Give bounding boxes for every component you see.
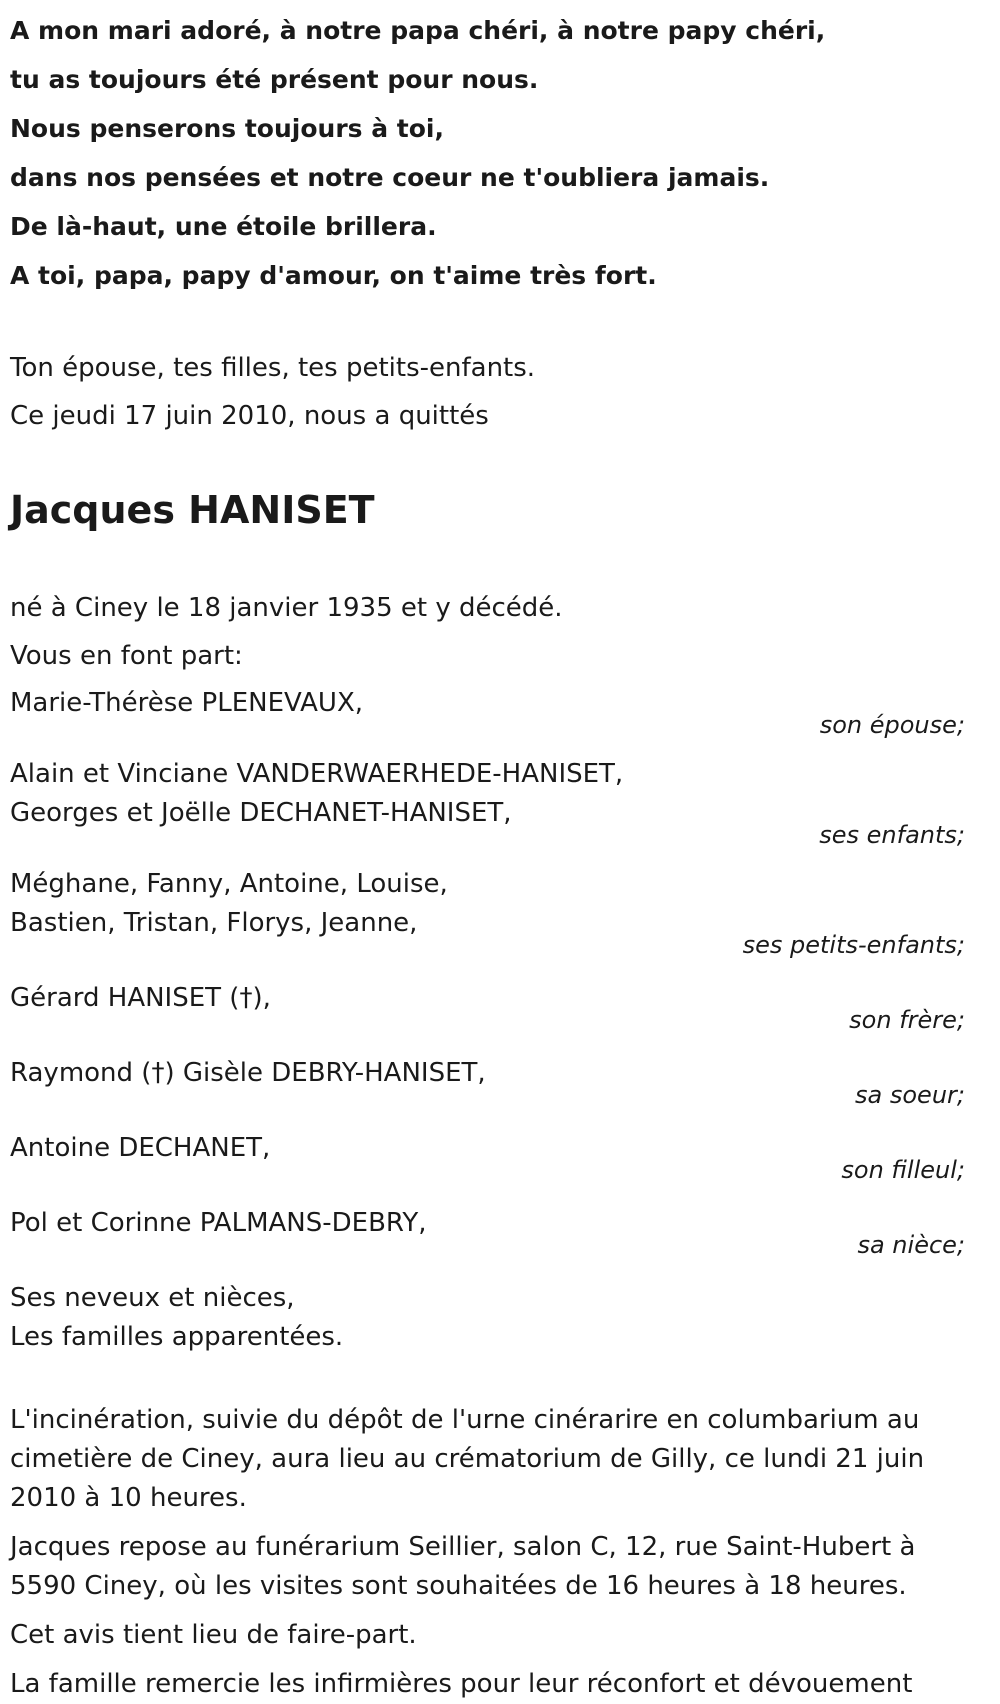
family-role: son frère; <box>849 1006 965 1034</box>
family-role: son épouse; <box>819 711 965 739</box>
nephews-line: Ses neveux et nièces, <box>10 1283 295 1313</box>
family-entry <box>10 979 965 1036</box>
family-role: sa soeur; <box>855 1081 965 1109</box>
ceremony-paragraph: L'incinération, suivie du dépôt de l'urne cinérarire en columbarium au cimetière de Ciney, aura lieu au crématorium de Gilly, ce lundi 21 juin 2010 à 10 heures. <box>10 1405 925 1513</box>
family-names: Pol et Corinne PALMANS-DEBRY, <box>10 1208 427 1238</box>
funeral-details <box>10 1401 970 1704</box>
tribute-poem <box>10 0 1000 300</box>
family-entry <box>10 684 965 741</box>
poem-line: Nous penserons toujours à toi, <box>10 114 444 143</box>
family-names: Raymond (†) Gisèle DEBRY-HANISET, <box>10 1058 486 1088</box>
family-names: Alain et Vinciane VANDERWAERHEDE-HANISET, <box>10 759 624 789</box>
signature-line: Ton épouse, tes filles, tes petits-enfants. <box>10 353 536 383</box>
notice-paragraph: Cet avis tient lieu de faire-part. <box>10 1620 417 1650</box>
poem-line: De là-haut, une étoile brillera. <box>10 212 437 241</box>
family-names: Bastien, Tristan, Florys, Jeanne, <box>10 908 418 938</box>
family-names: Méghane, Fanny, Antoine, Louise, <box>10 869 448 899</box>
death-date-line: Ce jeudi 17 juin 2010, nous a quittés <box>10 401 489 431</box>
announcement <box>10 584 1000 680</box>
family-names: Marie-Thérèse PLENEVAUX, <box>10 688 364 718</box>
family-entry <box>10 1129 965 1186</box>
family-role: ses petits-enfants; <box>742 931 965 959</box>
poem-line: A mon mari adoré, à notre papa chéri, à notre papy chéri, <box>10 16 826 45</box>
family-entry <box>10 1204 965 1261</box>
poem-line: tu as toujours été présent pour nous. <box>10 65 539 94</box>
family-names: Antoine DECHANET, <box>10 1133 271 1163</box>
thanks-paragraph: La famille remercie les infirmières pour leur réconfort et dévouement <box>10 1669 913 1699</box>
relatives-line: Les familles apparentées. <box>10 1322 344 1352</box>
closing-family <box>10 1279 1000 1357</box>
family-names: Georges et Joëlle DECHANET-HANISET, <box>10 798 512 828</box>
intro-line: Vous en font part: <box>10 641 243 671</box>
poem-line: dans nos pensées et notre coeur ne t'oubliera jamais. <box>10 163 770 192</box>
poem-line: A toi, papa, papy d'amour, on t'aime très fort. <box>10 261 657 290</box>
family-entry <box>10 755 965 851</box>
deceased-name: Jacques HANISET <box>10 488 375 532</box>
tribute-signature <box>10 344 1000 440</box>
family-entry <box>10 865 965 961</box>
viewing-paragraph: Jacques repose au funérarium Seillier, salon C, 12, rue Saint-Hubert à 5590 Ciney, où les visites sont souhaitées de 16 heures à 18 heures. <box>10 1532 916 1601</box>
family-role: ses enfants; <box>819 821 965 849</box>
family-role: sa nièce; <box>857 1231 965 1259</box>
family-role: son filleul; <box>841 1156 965 1184</box>
birth-line: né à Ciney le 18 janvier 1935 et y décédé. <box>10 593 563 623</box>
family-entry <box>10 1054 965 1111</box>
family-names: Gérard HANISET (†), <box>10 983 271 1013</box>
